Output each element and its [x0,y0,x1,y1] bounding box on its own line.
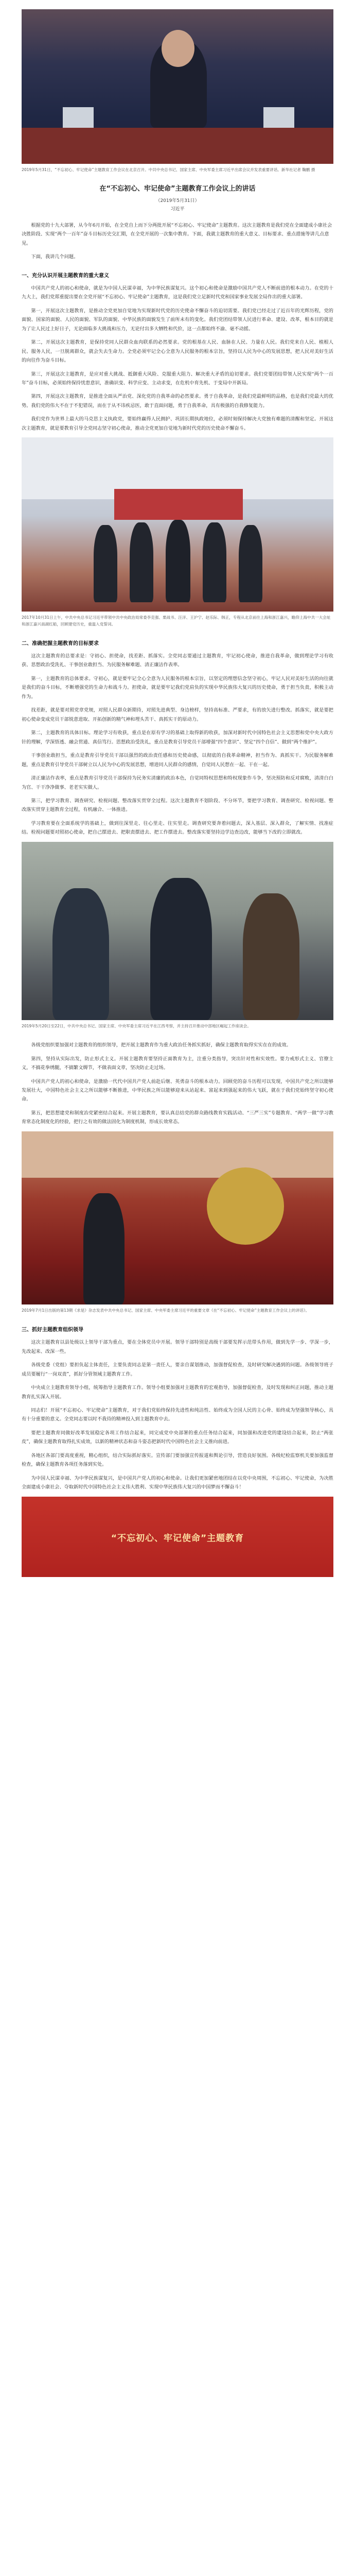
photo-jiangxi-visit [22,842,333,1020]
paragraph: 第二，开展这次主题教育，是保持党同人民群众血肉联系的必然要求。党的根基在人民、血脉在人民、力量在人民。我们党来自人民、植根人民、服务人民，一旦脱离群众，就会失去生命力。全党必须牢记全心全意为人民服务的根本宗旨，坚持以人民为中心的发展思想，把人民对美好生活的向往作为奋斗目标。 [22,340,333,364]
paragraph: 第四，开展这次主题教育，是推进全面从严治党、深化党的自我革命的必然要求。勇于自我革命，是我们党最鲜明的品格，也是我们党最大的优势。我们党的伟大不在于不犯错误，而在于从不讳疾忌医，敢于直面问题，勇于自我革命，具有极强的自我修复能力。 [22,394,333,409]
paragraph: 中国共产党人的初心和使命，就是为中国人民谋幸福，为中华民族谋复兴。这个初心和使命是激励中国共产党人不断前进的根本动力。在党的十九大上，我们党郑重提出要在全党开展“不忘初心、牢记使命”主题教育，这是我们党立足新时代党和国家事业发展全局作出的重大部署。 [22,285,333,300]
paragraph: 干事创业敢担当，重点是教育引导党员干部以强烈的政治责任感和历史使命感，以彻底的自我革命精神，担当作为、真抓实干。为民服务解难题，重点是教育引导党员干部树立以人民为中心的发展思想，增进同人民群众的感情，自觉同人民想在一起、干在一起。 [22,753,333,768]
paragraph: 第一，开展这次主题教育，是推动全党更加自觉地为实现新时代党的历史使命不懈奋斗的迫切需要。我们党已经走过了近百年的光辉历程，党的面貌、国家的面貌、人民的面貌、军队的面貌、中华民族的面貌发生了前所未有的变化。我们党团结带领人民进行革命、建设、改革，根本目的就是为了让人民过上好日子，无论面临多大挑战和压力，无论付出多大牺牲和代价，这一点都始终不渝、毫不动摇。 [22,308,333,332]
photo2-caption: 2017年10月31日上午，中共中央总书记习近平带领中共中央政治局常委李克强、栗战书、汪洋、王沪宁、赵乐际、韩正，专程从北京前往上海和浙江嘉兴，瞻仰上海中共一大会址和浙江嘉兴南湖红船，回顾建党历史，重温入党誓词。 [22,615,331,626]
paragraph: 第三，把学习教育、调查研究、检视问题、整改落实贯穿全过程。这次主题教育不划阶段、不分环节，要把学习教育、调查研究、检视问题、整改落实贯穿主题教育全过程，有机融合、一体推进。 [22,798,333,813]
paragraph: 找差距，就是要对照党章党规，对照人民群众新期待，对照先进典型、身边榜样，坚持高标准、严要求，有的放矢进行整改。抓落实，就是要把初心使命变成党员干部锐意进取、开拓创新的精气神和埋头苦干、真抓实干的原动力。 [22,707,333,722]
bottom-spacer [22,1577,333,1598]
paragraph: 这次主题教育的总要求是：守初心、担使命，找差距、抓落实。全党同志要通过主题教育，牢记初心使命，推进自我革命，做到理论学习有收获、思想政治受洗礼、干事创业敢担当、为民服务解难题、清正廉洁作表率。 [22,653,333,668]
paragraph: 第三，开展这次主题教育，是应对重大挑战、抵御重大风险、克服重大阻力、解决重大矛盾的迫切要求。我们党要团结带领人民实现“两个一百年”奋斗目标，必须始终保持忧患意识，准确识变、科学应变、主动求变，在危机中育先机、于变局中开新局。 [22,371,333,386]
paragraph: 中国共产党人的初心和使命，是激励一代代中国共产党人前赴后继、英勇奋斗的根本动力。回顾党的奋斗历程可以发现，中国共产党之所以能够发展壮大，中国特色社会主义之所以能够不断推进，中华民族之所以能够迎来从站起来、富起来到强起来的伟大飞跃，就在于我们党始终坚守初心使命。 [22,1078,333,1103]
paragraph: 学习教育要在全面系统学的基础上，做到往深里走、往心里走、往实里走。调查研究要奔着问题去，深入基层、深入群众，了解实情、找准症结。检视问题要对照初心使命，把自己摆进去、把职责摆进去、把工作摆进去。整改落实要坚持边学边查边改，能够当下改的立即就改。 [22,820,333,836]
banner-text: “不忘初心、牢记使命”主题教育 [111,1533,244,1544]
paragraph: 为中国人民谋幸福、为中华民族谋复兴，是中国共产党人的初心和使命。让我们更加紧密地团结在以党中央周围，不忘初心、牢记使命，为决胜全面建成小康社会、夺取新时代中国特色社会主义伟大胜利、实现中华民族伟大复兴的中国梦而不懈奋斗！ [22,1475,333,1490]
photo-oath-review [22,437,333,612]
paragraph: 第二，主题教育的具体目标。理论学习有收获，重点是在原有学习的基础上取得新的收获，加深对新时代中国特色社会主义思想和党中央大政方针的理解，学深悟透、融会贯通、真信笃行。思想政治受洗礼，重点是教育引导党员干部增强“四个意识”、坚定“四个自信”、做到“两个维护”。 [22,730,333,745]
paragraph: 这次主题教育以县处级以上领导干部为重点，要在全体党员中开展。领导干部特别是高级干部要发挥示范带头作用，做到先学一步、学深一步，先改起来、改深一些。 [22,1340,333,1354]
paragraph: 同志们！开展“不忘初心、牢记使命”主题教育，对于我们党始终保持先进性和纯洁性、始终成为全国人民的主心骨、始终成为坚强领导核心，具有十分重要的意义。全党同志要以时不我待的精神投入到主题教育中去。 [22,1407,333,1422]
paragraph: 下面，我讲几个问题。 [31,254,79,260]
paragraph: 第五，把思想建党和制度治党紧密结合起来。开展主题教育，要认真总结党的群众路线教育实践活动、“三严三实”专题教育、“两学一做”学习教育常态化制度化的经验，把行之有效的做法固化为制度机制，形成长效常态。 [22,1110,333,1125]
theme-education-banner [22,1497,333,1577]
article-date: （2019年5月31日） [155,198,200,204]
paragraph: 要把主题教育同做好改革发展稳定各项工作结合起来，同完成党中央部署的重点任务结合起来，同加强和改进党的建设结合起来，防止“两张皮”，确保主题教育取得扎实成效，以新的精神状态和奋斗姿态把新时代中国特色社会主义推向前进。 [22,1430,333,1445]
paragraph: 我们党作为世界上最大的马克思主义执政党，要始终赢得人民拥护、巩固长期执政地位，必须时刻保持解决大党独有难题的清醒和坚定。开展这次主题教育，就是要教育引导全党同志坚守初心使命，推动全党更加自觉地为新时代党的历史使命不懈奋斗。 [22,416,333,431]
section-heading: 三、抓好主题教育组织领导 [22,1327,83,1333]
section-heading: 一、充分认识开展主题教育的重大意义 [22,273,109,279]
paragraph: 清正廉洁作表率，重点是教育引导党员干部保持为民务实清廉的政治本色，自觉同特权思想和特权现象作斗争，坚决预防和反对腐败，清清白白为官、干干净净做事、老老实实做人。 [22,775,333,790]
paragraph: 第一，主题教育的总体要求。守初心，就是要牢记全心全意为人民服务的根本宗旨，以坚定的理想信念坚守初心，牢记人民对美好生活的向往就是我们的奋斗目标，不断增强党的生命力和战斗力。担使命，就是要牢记我们党肩负的实现中华民族伟大复兴的历史使命，勇于担当负责，积极主动作为。 [22,675,333,700]
photo-meeting-speech [22,9,333,164]
paragraph: 根据党的十九大部署，从今年6月开始，在全党自上而下分两批开展“不忘初心、牢记使命”主题教育。这次主题教育是我们党在全面建成小康社会决胜阶段、实现“两个一百年”奋斗目标历史交汇期，在全党开展的一次集中教育。下面，我就主题教育的重大意义、目标要求、重点措施等讲几点意见。 [22,222,332,246]
section-heading: 二、准确把握主题教育的目标要求 [22,640,99,647]
photo3-caption: 2019年5月20日至22日，中共中央总书记、国家主席、中央军委主席习近平在江西考察，并主持召开推动中部地区崛起工作座谈会。 [22,1023,251,1028]
paragraph: 各级党委（党组）要担负起主体责任，主要负责同志是第一责任人，要亲自谋划推动，加强督促检查，及时研究解决遇到的问题。各级领导班子成员要履行“一岗双责”，抓好分管领域主题教育工作。 [22,1362,333,1377]
photo4-caption: 2019年7月1日出版的第13期《求是》杂志发表中共中央总书记、国家主席、中央军委主席习近平的重要文章《在“不忘初心、牢记使命”主题教育工作会议上的讲话》。 [22,1308,310,1313]
article-title: 在“不忘初心、牢记使命”主题教育工作会议上的讲话 [99,185,256,193]
photo1-caption: 2019年5月31日，“不忘初心、牢记使命”主题教育工作会议在北京召开。中共中央总书记、国家主席、中央军委主席习近平出席会议并发表重要讲话。新华社记者 鞠鹏 摄 [22,167,315,172]
paragraph: 第四，坚持从实际出发，防止形式主义。开展主题教育要坚持正面教育为主，注重分类指导，突出针对性和实效性。要力戒形式主义、官僚主义，不搞花拳绣腿，不搞繁文缛节，不做表面文章，坚决防止走过场。 [22,1056,333,1071]
paragraph: 中央成立主题教育领导小组，统筹指导主题教育工作。领导小组要加强对主题教育的宏观指导，加强督促检查，及时发现和纠正问题，推动主题教育扎实深入开展。 [22,1385,333,1400]
article-author: 习近平 [170,206,185,212]
paragraph: 各级党组织要加强对主题教育的组织领导，把开展主题教育作为重大政治任务抓实抓好，确保主题教育取得实实在在的成效。 [31,1042,291,1048]
paragraph: 各地区各部门要高度重视，精心组织，结合实际抓好落实。宣传部门要加强宣传报道和舆论引导，营造良好氛围。各级纪检监察机关要加强监督检查，确保主题教育各项任务落到实处。 [22,1452,333,1468]
photo-ceremony [22,1131,333,1304]
